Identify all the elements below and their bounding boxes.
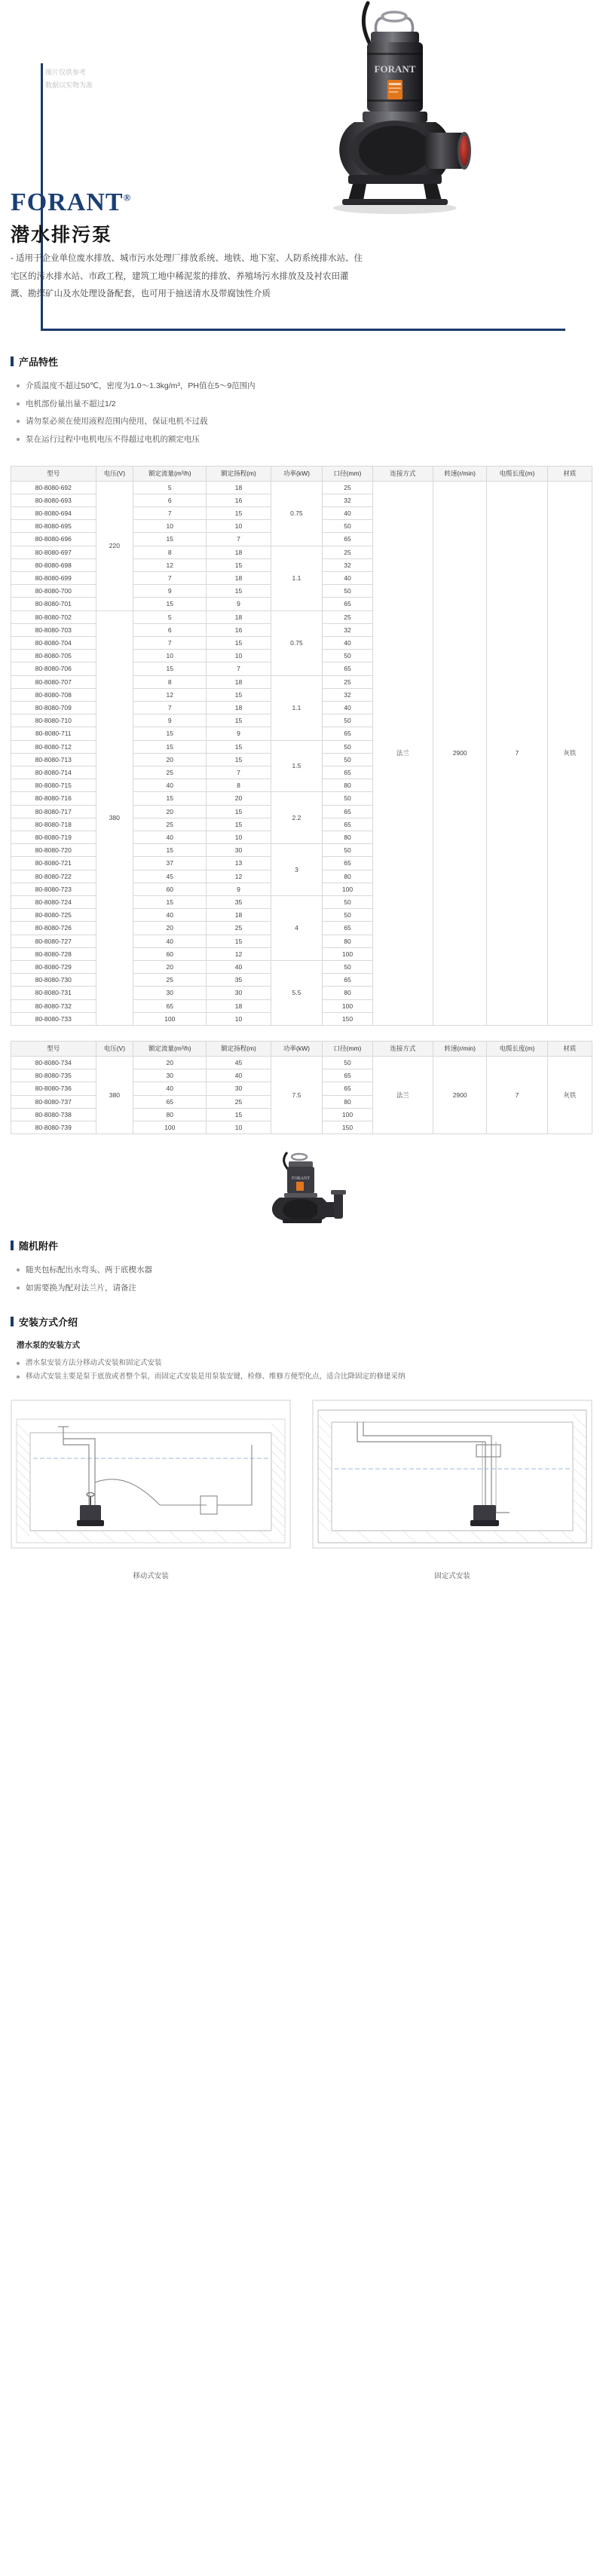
feature-item: 泵在运行过程中电机电压不得超过电机的额定电压 bbox=[17, 431, 603, 449]
cell-head: 9 bbox=[207, 598, 271, 610]
cell-head: 30 bbox=[207, 987, 271, 999]
cell-bore: 50 bbox=[323, 650, 372, 662]
section-header-accessories bbox=[11, 1238, 603, 1253]
cell-model: 80-8080-738 bbox=[11, 1108, 96, 1121]
cell-model: 80-8080-721 bbox=[11, 857, 96, 870]
cell-head: 35 bbox=[207, 896, 271, 909]
col-header-model: 型号 bbox=[11, 1042, 96, 1057]
cell-head: 10 bbox=[207, 1012, 271, 1025]
cell-head: 10 bbox=[207, 650, 271, 662]
cell-bore: 50 bbox=[323, 792, 372, 805]
cell-flow: 40 bbox=[133, 779, 207, 792]
cell-bore: 50 bbox=[323, 961, 372, 974]
cell-head: 18 bbox=[207, 909, 271, 922]
section-header-features bbox=[11, 354, 603, 369]
cell-bore: 25 bbox=[323, 675, 372, 688]
cell-bore: 65 bbox=[323, 818, 372, 831]
cell-speed: 2900 bbox=[433, 481, 487, 1026]
table-header-row bbox=[11, 1042, 592, 1057]
cell-flow: 15 bbox=[133, 740, 207, 753]
cell-model: 80-8080-722 bbox=[11, 870, 96, 883]
cell-bore: 65 bbox=[323, 766, 372, 779]
cell-model: 80-8080-732 bbox=[11, 999, 96, 1012]
product-description: - 适用于企业单位废水排放、城市污水处理厂排放系统、地铁、地下室、人防系统排水站、住宅区的污水排水站、市政工程，建筑工地中稀泥浆的排放、养殖场污水排放及及衬农田灌溉、勘探矿山及水处理设备配套，也可用于抽送清水及带腐蚀性介质 bbox=[11, 254, 363, 299]
feature-item: 介质温度不超过50℃，密度为1.0～1.3kg/m³，PH值在5～9范围内 bbox=[17, 378, 603, 396]
cell-cable: 7 bbox=[487, 481, 548, 1026]
table-row bbox=[11, 481, 592, 494]
cell-model: 80-8080-736 bbox=[11, 1082, 96, 1095]
cell-model: 80-8080-716 bbox=[11, 792, 96, 805]
col-header-model: 型号 bbox=[11, 466, 96, 481]
cell-flow: 7 bbox=[133, 701, 207, 714]
cell-flow: 37 bbox=[133, 857, 207, 870]
hero-disclaimer bbox=[45, 66, 234, 92]
cell-bore: 32 bbox=[323, 688, 372, 701]
cell-model: 80-8080-729 bbox=[11, 961, 96, 974]
cell-flow: 30 bbox=[133, 987, 207, 999]
cell-bore: 65 bbox=[323, 662, 372, 675]
cell-head: 18 bbox=[207, 610, 271, 623]
cell-bore: 50 bbox=[323, 896, 372, 909]
cell-flow: 25 bbox=[133, 818, 207, 831]
cell-model: 80-8080-701 bbox=[11, 598, 96, 610]
cell-model: 80-8080-718 bbox=[11, 818, 96, 831]
cell-bore: 80 bbox=[323, 1095, 372, 1108]
cell-power: 5.5 bbox=[271, 961, 323, 1026]
cell-speed: 2900 bbox=[433, 1057, 487, 1134]
cell-bore: 50 bbox=[323, 740, 372, 753]
cell-model: 80-8080-731 bbox=[11, 987, 96, 999]
col-header-speed: 转速(r/min) bbox=[433, 1042, 487, 1057]
cell-head: 40 bbox=[207, 1069, 271, 1082]
cell-bore: 50 bbox=[323, 585, 372, 598]
cell-head: 18 bbox=[207, 546, 271, 558]
cell-bore: 100 bbox=[323, 947, 372, 960]
cell-head: 15 bbox=[207, 558, 271, 571]
cell-bore: 65 bbox=[323, 1069, 372, 1082]
cell-bore: 150 bbox=[323, 1012, 372, 1025]
cell-model: 80-8080-733 bbox=[11, 1012, 96, 1025]
cell-model: 80-8080-697 bbox=[11, 546, 96, 558]
cell-bore: 32 bbox=[323, 558, 372, 571]
cell-bore: 40 bbox=[323, 701, 372, 714]
cell-head: 15 bbox=[207, 636, 271, 649]
section-header-installation bbox=[11, 1314, 603, 1329]
cell-head: 40 bbox=[207, 961, 271, 974]
cell-flow: 6 bbox=[133, 494, 207, 506]
cell-head: 18 bbox=[207, 999, 271, 1012]
cell-power: 1.5 bbox=[271, 740, 323, 792]
cell-bore: 80 bbox=[323, 831, 372, 843]
cell-flow: 15 bbox=[133, 896, 207, 909]
accessory-item: 如需要换为配对法兰片，请备注 bbox=[17, 1280, 603, 1298]
cell-flow: 30 bbox=[133, 1069, 207, 1082]
cell-bore: 65 bbox=[323, 857, 372, 870]
cell-head: 15 bbox=[207, 935, 271, 947]
cell-bore: 100 bbox=[323, 1108, 372, 1121]
cell-flow: 100 bbox=[133, 1121, 207, 1134]
cell-connection: 法兰 bbox=[372, 1057, 433, 1134]
cell-model: 80-8080-728 bbox=[11, 947, 96, 960]
cell-head: 10 bbox=[207, 831, 271, 843]
accessory-photo bbox=[0, 1148, 603, 1231]
cell-flow: 10 bbox=[133, 650, 207, 662]
cell-flow: 60 bbox=[133, 947, 207, 960]
cell-bore: 50 bbox=[323, 714, 372, 727]
cell-flow: 20 bbox=[133, 1057, 207, 1069]
cell-model: 80-8080-700 bbox=[11, 585, 96, 598]
col-header-material: 材质 bbox=[547, 466, 592, 481]
cell-flow: 9 bbox=[133, 585, 207, 598]
cell-power: 1.1 bbox=[271, 546, 323, 610]
cell-flow: 12 bbox=[133, 558, 207, 571]
table-row bbox=[11, 1057, 592, 1069]
cell-head: 30 bbox=[207, 1082, 271, 1095]
cell-flow: 65 bbox=[133, 999, 207, 1012]
cell-power: 4 bbox=[271, 896, 323, 961]
cell-flow: 20 bbox=[133, 922, 207, 935]
cell-power: 7.5 bbox=[271, 1057, 323, 1134]
brand-registered-mark: ® bbox=[123, 191, 132, 203]
cell-model: 80-8080-696 bbox=[11, 533, 96, 546]
cell-head: 8 bbox=[207, 779, 271, 792]
cell-material: 灰铁 bbox=[547, 1057, 592, 1134]
cell-cable: 7 bbox=[487, 1057, 548, 1134]
cell-flow: 7 bbox=[133, 571, 207, 584]
cell-bore: 25 bbox=[323, 610, 372, 623]
diagram-caption-fixed: 固定式安装 bbox=[434, 1571, 470, 1580]
cell-head: 12 bbox=[207, 947, 271, 960]
cell-head: 15 bbox=[207, 753, 271, 766]
cell-head: 15 bbox=[207, 714, 271, 727]
cell-head: 10 bbox=[207, 1121, 271, 1134]
cell-head: 13 bbox=[207, 857, 271, 870]
cell-model: 80-8080-710 bbox=[11, 714, 96, 727]
mobile-installation-drawing bbox=[11, 1400, 291, 1562]
cell-head: 15 bbox=[207, 805, 271, 818]
table-header-row bbox=[11, 466, 592, 481]
cell-bore: 65 bbox=[323, 533, 372, 546]
cell-material: 灰铁 bbox=[547, 481, 592, 1026]
brand-logo bbox=[11, 188, 131, 217]
cell-model: 80-8080-705 bbox=[11, 650, 96, 662]
product-photo bbox=[264, 0, 513, 226]
submersible-pump-illustration bbox=[264, 0, 513, 226]
col-header-head: 额定扬程(m) bbox=[207, 1042, 271, 1057]
cell-voltage: 220 bbox=[96, 481, 133, 610]
cell-flow: 7 bbox=[133, 506, 207, 519]
cell-model: 80-8080-715 bbox=[11, 779, 96, 792]
cell-model: 80-8080-702 bbox=[11, 610, 96, 623]
col-header-flow: 额定流量(m³/h) bbox=[133, 1042, 207, 1057]
cell-bore: 150 bbox=[323, 1121, 372, 1134]
spec-table bbox=[11, 466, 592, 1026]
cell-voltage: 380 bbox=[96, 610, 133, 1026]
cell-power: 2.2 bbox=[271, 792, 323, 844]
cell-model: 80-8080-695 bbox=[11, 520, 96, 533]
cell-flow: 5 bbox=[133, 481, 207, 494]
cell-flow: 100 bbox=[133, 1012, 207, 1025]
cell-model: 80-8080-698 bbox=[11, 558, 96, 571]
svg-text:FORANT: FORANT bbox=[291, 1176, 311, 1182]
pump-with-elbow-illustration bbox=[253, 1148, 350, 1227]
col-header-power: 功率(kW) bbox=[271, 1042, 323, 1057]
cell-head: 18 bbox=[207, 701, 271, 714]
hero-section bbox=[0, 0, 603, 354]
cell-model: 80-8080-714 bbox=[11, 766, 96, 779]
cell-flow: 40 bbox=[133, 909, 207, 922]
cell-model: 80-8080-717 bbox=[11, 805, 96, 818]
installation-diagrams bbox=[0, 1392, 603, 1580]
spec-table-wrapper bbox=[0, 466, 603, 1026]
cell-flow: 15 bbox=[133, 598, 207, 610]
cell-head: 30 bbox=[207, 844, 271, 857]
cell-model: 80-8080-723 bbox=[11, 883, 96, 895]
cell-bore: 65 bbox=[323, 974, 372, 987]
cell-flow: 9 bbox=[133, 714, 207, 727]
cell-model: 80-8080-725 bbox=[11, 909, 96, 922]
hero-disclaimer-line1: 图片仅供参考 bbox=[45, 69, 87, 76]
cell-bore: 80 bbox=[323, 870, 372, 883]
cell-model: 80-8080-730 bbox=[11, 974, 96, 987]
cell-flow: 40 bbox=[133, 831, 207, 843]
accessory-list bbox=[17, 1262, 603, 1297]
cell-flow: 80 bbox=[133, 1108, 207, 1121]
cell-voltage: 380 bbox=[96, 1057, 133, 1134]
cell-model: 80-8080-704 bbox=[11, 636, 96, 649]
cell-head: 16 bbox=[207, 494, 271, 506]
cell-flow: 45 bbox=[133, 870, 207, 883]
cell-head: 18 bbox=[207, 481, 271, 494]
cell-model: 80-8080-719 bbox=[11, 831, 96, 843]
cell-model: 80-8080-692 bbox=[11, 481, 96, 494]
cell-flow: 65 bbox=[133, 1095, 207, 1108]
cell-model: 80-8080-739 bbox=[11, 1121, 96, 1134]
col-header-cable: 电缆长度(m) bbox=[487, 1042, 548, 1057]
cell-bore: 65 bbox=[323, 727, 372, 740]
page-title: 潜水排污泵 bbox=[11, 225, 113, 246]
installation-subtitle: 潜水泵的安装方式 bbox=[17, 1340, 80, 1350]
feature-item: 请勿泵必须在使用液程范围内使用，保证电机不过载 bbox=[17, 413, 603, 431]
fixed-installation-drawing bbox=[312, 1400, 592, 1562]
col-header-speed: 转速(r/min) bbox=[433, 466, 487, 481]
col-header-material: 材质 bbox=[547, 1042, 592, 1057]
accessory-item: 随夹包标配出水弯头、两于底楔水器 bbox=[17, 1262, 603, 1280]
cell-bore: 50 bbox=[323, 1057, 372, 1069]
svg-text:FORANT: FORANT bbox=[374, 63, 416, 75]
cell-flow: 8 bbox=[133, 546, 207, 558]
cell-head: 15 bbox=[207, 506, 271, 519]
cell-model: 80-8080-727 bbox=[11, 935, 96, 947]
cell-bore: 32 bbox=[323, 623, 372, 636]
cell-bore: 65 bbox=[323, 1082, 372, 1095]
cell-head: 25 bbox=[207, 1095, 271, 1108]
cell-model: 80-8080-708 bbox=[11, 688, 96, 701]
col-header-connection: 连接方式 bbox=[372, 466, 433, 481]
cell-flow: 25 bbox=[133, 766, 207, 779]
cell-power: 1.1 bbox=[271, 675, 323, 740]
cell-model: 80-8080-713 bbox=[11, 753, 96, 766]
cell-bore: 65 bbox=[323, 922, 372, 935]
spec-table-body bbox=[11, 481, 592, 1026]
brand-name: FORANT bbox=[11, 188, 124, 216]
cell-flow: 5 bbox=[133, 610, 207, 623]
cell-flow: 40 bbox=[133, 935, 207, 947]
section-title-installation: 安装方式介绍 bbox=[19, 1316, 78, 1328]
cell-head: 18 bbox=[207, 675, 271, 688]
installation-note-item: 移动式安装主要是泵于底放或者整个泵，而固定式安装是用泵装安键，检修、维修方便型化点，适合比降固定的修建采纳 bbox=[17, 1370, 603, 1384]
cell-flow: 40 bbox=[133, 1082, 207, 1095]
cell-flow: 25 bbox=[133, 974, 207, 987]
cell-head: 7 bbox=[207, 766, 271, 779]
cell-flow: 10 bbox=[133, 520, 207, 533]
cell-flow: 6 bbox=[133, 623, 207, 636]
diagram-caption-mobile: 移动式安装 bbox=[133, 1571, 169, 1580]
cell-model: 80-8080-735 bbox=[11, 1069, 96, 1082]
section-title-accessories: 随机附件 bbox=[19, 1241, 59, 1253]
cell-flow: 12 bbox=[133, 688, 207, 701]
cell-model: 80-8080-720 bbox=[11, 844, 96, 857]
col-header-bore: 口径(mm) bbox=[323, 1042, 372, 1057]
col-header-connection: 连接方式 bbox=[372, 1042, 433, 1057]
cell-bore: 80 bbox=[323, 987, 372, 999]
cell-flow: 20 bbox=[133, 961, 207, 974]
installation-notes bbox=[17, 1357, 603, 1384]
cell-power: 0.75 bbox=[271, 610, 323, 675]
cell-bore: 80 bbox=[323, 779, 372, 792]
cell-head: 10 bbox=[207, 520, 271, 533]
cell-connection: 法兰 bbox=[372, 481, 433, 1026]
cell-head: 35 bbox=[207, 974, 271, 987]
hero-disclaimer-line2: 数据以实物为准 bbox=[45, 81, 93, 90]
cell-power: 3 bbox=[271, 844, 323, 896]
cell-head: 9 bbox=[207, 883, 271, 895]
cell-model: 80-8080-707 bbox=[11, 675, 96, 688]
cell-bore: 40 bbox=[323, 571, 372, 584]
cell-flow: 15 bbox=[133, 844, 207, 857]
cell-model: 80-8080-699 bbox=[11, 571, 96, 584]
cell-flow: 7 bbox=[133, 636, 207, 649]
cell-model: 80-8080-709 bbox=[11, 701, 96, 714]
cell-head: 45 bbox=[207, 1057, 271, 1069]
cell-bore: 50 bbox=[323, 753, 372, 766]
cell-model: 80-8080-706 bbox=[11, 662, 96, 675]
feature-item: 电机部份量出量不超过1/2 bbox=[17, 396, 603, 414]
diagram-mobile-install bbox=[11, 1400, 291, 1580]
col-header-head: 额定扬程(m) bbox=[207, 466, 271, 481]
cell-model: 80-8080-694 bbox=[11, 506, 96, 519]
cell-head: 15 bbox=[207, 818, 271, 831]
cell-head: 16 bbox=[207, 623, 271, 636]
cell-flow: 20 bbox=[133, 753, 207, 766]
col-header-power: 功率(kW) bbox=[271, 466, 323, 481]
cell-head: 15 bbox=[207, 688, 271, 701]
cell-flow: 20 bbox=[133, 805, 207, 818]
cell-bore: 40 bbox=[323, 506, 372, 519]
cell-head: 9 bbox=[207, 727, 271, 740]
col-header-flow: 额定流量(m³/h) bbox=[133, 466, 207, 481]
cell-flow: 15 bbox=[133, 792, 207, 805]
cell-bore: 50 bbox=[323, 909, 372, 922]
cell-model: 80-8080-726 bbox=[11, 922, 96, 935]
cell-head: 15 bbox=[207, 585, 271, 598]
cell-bore: 25 bbox=[323, 546, 372, 558]
cell-model: 80-8080-693 bbox=[11, 494, 96, 506]
cell-head: 12 bbox=[207, 870, 271, 883]
cell-flow: 15 bbox=[133, 533, 207, 546]
col-header-voltage: 电压(V) bbox=[96, 1042, 133, 1057]
cell-head: 25 bbox=[207, 922, 271, 935]
cell-bore: 65 bbox=[323, 805, 372, 818]
cell-power: 0.75 bbox=[271, 481, 323, 546]
cell-bore: 25 bbox=[323, 481, 372, 494]
cell-head: 20 bbox=[207, 792, 271, 805]
col-header-bore: 口径(mm) bbox=[323, 466, 372, 481]
cell-model: 80-8080-703 bbox=[11, 623, 96, 636]
cell-head: 7 bbox=[207, 662, 271, 675]
section-marker-icon bbox=[11, 1317, 14, 1326]
cell-model: 80-8080-734 bbox=[11, 1057, 96, 1069]
cell-flow: 8 bbox=[133, 675, 207, 688]
cell-head: 15 bbox=[207, 740, 271, 753]
cell-bore: 50 bbox=[323, 844, 372, 857]
cell-flow: 60 bbox=[133, 883, 207, 895]
installation-note-item: 潜水泵安装方法分移动式安装和固定式安装 bbox=[17, 1357, 603, 1371]
cell-bore: 50 bbox=[323, 520, 372, 533]
cell-bore: 65 bbox=[323, 598, 372, 610]
section-marker-icon bbox=[11, 356, 14, 366]
cell-bore: 100 bbox=[323, 999, 372, 1012]
cell-head: 7 bbox=[207, 533, 271, 546]
cell-bore: 100 bbox=[323, 883, 372, 895]
spec-table2-body bbox=[11, 1057, 592, 1134]
diagram-fixed-install bbox=[312, 1400, 592, 1580]
cell-model: 80-8080-712 bbox=[11, 740, 96, 753]
col-header-cable: 电缆长度(m) bbox=[487, 466, 548, 481]
cell-flow: 15 bbox=[133, 662, 207, 675]
section-marker-icon bbox=[11, 1241, 14, 1250]
section-title-features: 产品特性 bbox=[19, 356, 59, 368]
cell-bore: 32 bbox=[323, 494, 372, 506]
cell-flow: 15 bbox=[133, 727, 207, 740]
cell-bore: 80 bbox=[323, 935, 372, 947]
cell-bore: 40 bbox=[323, 636, 372, 649]
spec-table-2 bbox=[11, 1041, 592, 1134]
cell-model: 80-8080-711 bbox=[11, 727, 96, 740]
cell-model: 80-8080-724 bbox=[11, 896, 96, 909]
cell-head: 18 bbox=[207, 571, 271, 584]
cell-head: 15 bbox=[207, 1108, 271, 1121]
cell-model: 80-8080-737 bbox=[11, 1095, 96, 1108]
hero-frame-bottom bbox=[41, 329, 565, 331]
spec-table2-wrapper bbox=[0, 1041, 603, 1134]
feature-list bbox=[17, 378, 603, 449]
col-header-voltage: 电压(V) bbox=[96, 466, 133, 481]
